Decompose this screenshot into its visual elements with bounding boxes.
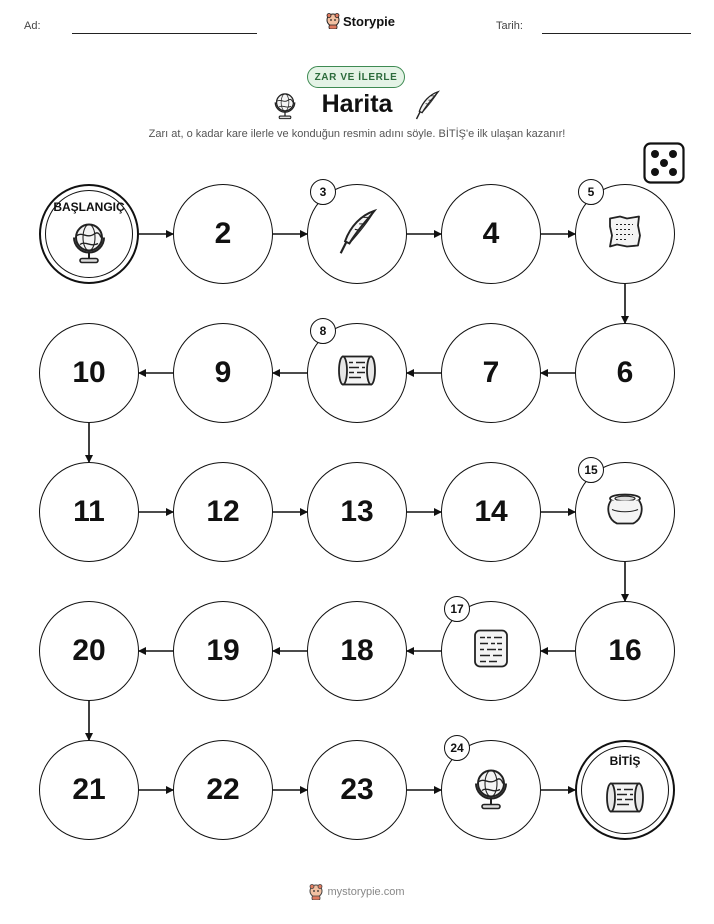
finish-label: BİTİŞ [609, 754, 641, 768]
footer-url: mystorypie.com [327, 886, 405, 898]
square-number: 16 [608, 634, 642, 667]
square-number: 12 [206, 495, 240, 528]
square-number: 23 [340, 773, 374, 806]
square-number: 2 [214, 217, 232, 250]
square-number: 13 [340, 495, 374, 528]
square-number: 14 [474, 495, 508, 528]
date-label: Tarih: [496, 20, 523, 32]
square-number-badge: 5 [578, 179, 604, 205]
square-number-badge: 24 [444, 735, 470, 761]
square-number-badge: 17 [444, 596, 470, 622]
name-label: Ad: [24, 20, 41, 32]
square-number: 22 [206, 773, 240, 806]
square-number: 19 [206, 634, 240, 667]
square-number: 10 [72, 356, 106, 389]
square-number: 4 [482, 217, 500, 250]
square-number: 7 [482, 356, 500, 389]
square-number-badge: 8 [310, 318, 336, 344]
square-number: 6 [616, 356, 634, 389]
page-title: Harita [321, 90, 393, 118]
instructions-text: Zarı at, o kadar kare ilerle ve konduğun resmin adını söyle. BİTİŞ'e ilk ulaşan kazanır! [148, 128, 566, 140]
activity-badge: ZAR VE İLERLE [307, 66, 405, 88]
square-number: 11 [73, 495, 105, 528]
square-number: 20 [72, 634, 106, 667]
storypie-mascot-icon [309, 884, 323, 900]
square-number: 9 [214, 356, 232, 389]
start-label: BAŞLANGIÇ [53, 200, 125, 214]
square-number-badge: 3 [310, 179, 336, 205]
footer [0, 884, 714, 900]
square-number-badge: 15 [578, 457, 604, 483]
square-number: 18 [340, 634, 374, 667]
square-number: 21 [72, 773, 106, 806]
brand-name: Storypie [343, 13, 396, 29]
